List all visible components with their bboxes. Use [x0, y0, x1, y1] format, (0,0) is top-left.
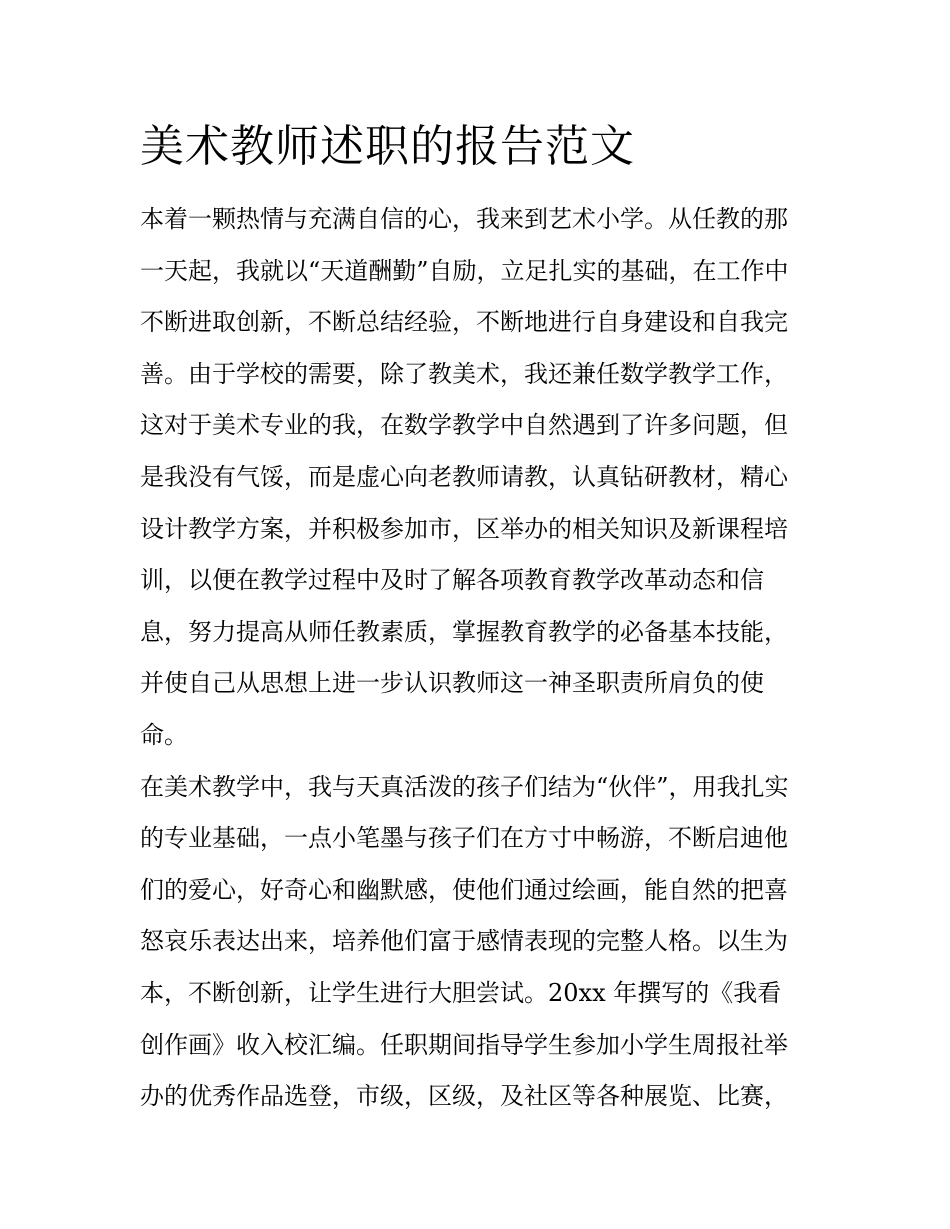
paragraph-line: 是我没有气馁，而是虚心向老教师请教，认真钻研教材，精心 — [140, 462, 788, 491]
document-title: 美术教师述职的报告范文 — [140, 121, 635, 172]
paragraph-line: 设计教学方案，并积极参加市，区举办的相关知识及新课程培 — [140, 514, 788, 543]
paragraph-line: 在美术教学中，我与天真活泼的孩子们结为“伙伴”，用我扎实 — [140, 772, 789, 801]
paragraph-line: 训，以便在教学过程中及时了解各项教育教学改革动态和信 — [140, 566, 764, 595]
paragraph-line: 怒哀乐表达出来，培养他们富于感情表现的完整人格。以生为 — [140, 927, 788, 956]
paragraph-line: 本，不断创新，让学生进行大胆尝试。20xx 年撰写的《我看 — [140, 978, 782, 1007]
paragraph-line: 命。 — [140, 720, 188, 749]
paragraph-line: 创作画》收入校汇编。任职期间指导学生参加小学生周报社举 — [140, 1030, 788, 1059]
paragraph-line: 的专业基础，一点小笔墨与孩子们在方寸中畅游，不断启迪他 — [140, 824, 788, 853]
paragraph-2 — [140, 762, 812, 1123]
paragraph-line: 这对于美术专业的我，在数学教学中自然遇到了许多问题，但 — [140, 411, 788, 440]
paragraph-1 — [140, 194, 812, 762]
paragraph-line: 并使自己从思想上进一步认识教师这一神圣职责所肩负的使 — [140, 669, 764, 698]
paragraph-line: 一天起，我就以“天道酬勤”自励，立足扎实的基础，在工作中 — [140, 256, 789, 285]
document-body — [140, 112, 812, 1123]
paragraph-line: 善。由于学校的需要，除了教美术，我还兼任数学教学工作， — [140, 359, 788, 388]
paragraph-line: 们的爱心，好奇心和幽默感，使他们通过绘画，能自然的把喜 — [140, 875, 788, 904]
paragraph-line: 息，努力提高从师任教素质，掌握教育教学的必备基本技能， — [140, 617, 788, 646]
paragraph-line: 本着一颗热情与充满自信的心，我来到艺术小学。从任教的那 — [140, 205, 788, 233]
paragraph-line: 办的优秀作品选登，市级，区级，及社区等各种展览、比赛， — [140, 1082, 788, 1111]
paragraph-line: 不断进取创新，不断总结经验，不断地进行自身建设和自我完 — [140, 308, 788, 337]
